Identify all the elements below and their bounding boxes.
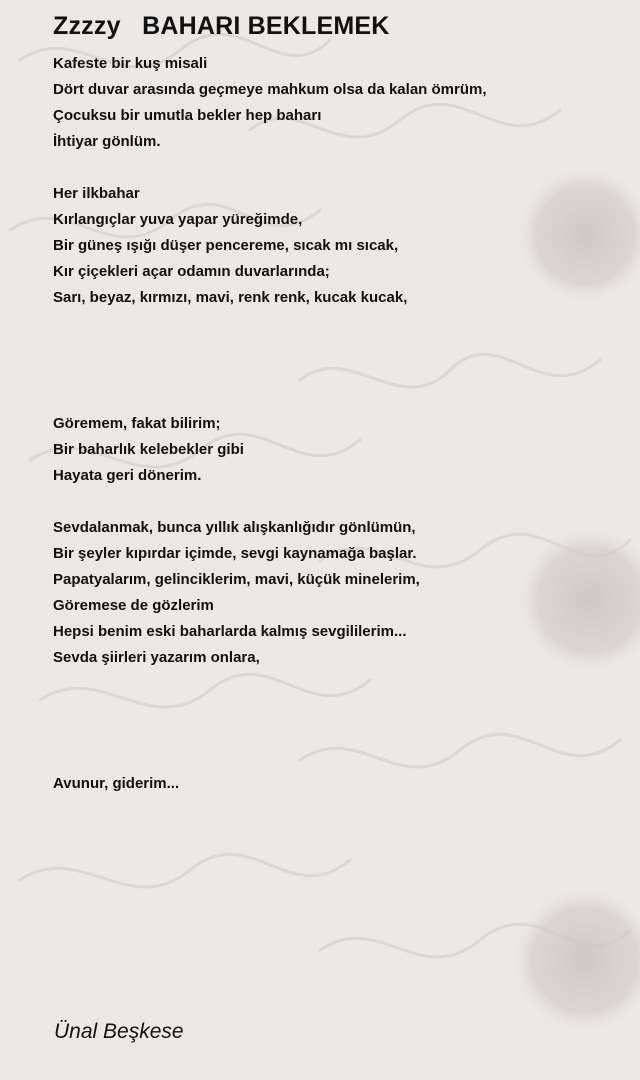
poem-line: İhtiyar gönlüm.	[53, 133, 161, 150]
poem-author: Ünal Beşkese	[54, 1020, 184, 1043]
poem-line: Papatyalarım, gelinciklerim, mavi, küçük minelerim,	[53, 571, 420, 588]
poem-line: Göremem, fakat bilirim;	[53, 415, 221, 432]
poem-line: Kafeste bir kuş misali	[53, 55, 208, 72]
poem-line: Kırlangıçlar yuva yapar yüreğimde,	[53, 211, 303, 228]
poem-line: Bir güneş ışığı düşer pencereme, sıcak mı sıcak,	[53, 237, 399, 254]
poem-line: Sevda şiirleri yazarım onlara,	[53, 649, 260, 666]
poem-line: Sevdalanmak, bunca yıllık alışkanlığıdır gönlümün,	[53, 519, 416, 536]
poem-title: Zzzzy BAHARI BEKLEMEK	[53, 12, 390, 40]
poem-line: Hepsi benim eski baharlarda kalmış sevgililerim...	[53, 623, 407, 640]
poem-line: Bir baharlık kelebekler gibi	[53, 441, 244, 458]
poem-line: Dört duvar arasında geçmeye mahkum olsa da kalan ömrüm,	[53, 81, 487, 98]
poem-line: Bir şeyler kıpırdar içimde, sevgi kaynamağa başlar.	[53, 545, 417, 562]
poem-line: Sarı, beyaz, kırmızı, mavi, renk renk, kucak kucak,	[53, 289, 408, 306]
poem-line: Göremese de gözlerim	[53, 597, 214, 614]
poem-line: Avunur, giderim...	[53, 775, 180, 792]
poem-line: Kır çiçekleri açar odamın duvarlarında;	[53, 263, 330, 280]
poem-line: Çocuksu bir umutla bekler hep baharı	[53, 107, 322, 124]
poem-line: Her ilkbahar	[53, 185, 140, 202]
poem-line: Hayata geri dönerim.	[53, 467, 202, 484]
